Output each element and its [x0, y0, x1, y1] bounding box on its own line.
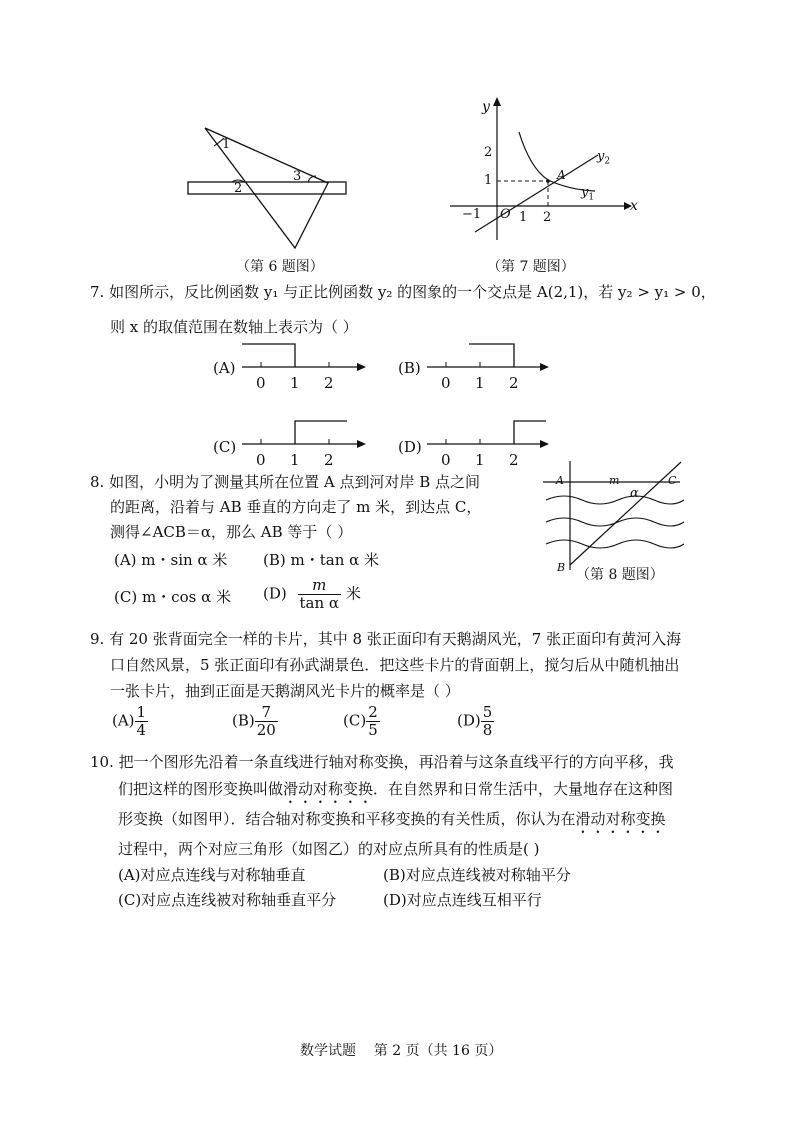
fig7-caption: （第 7 题图）	[487, 259, 575, 275]
q10-option-b: (B)对应点连线被对称轴平分	[383, 866, 571, 884]
q7d-tick-1: 1	[475, 451, 485, 469]
q8-option-a: (A) m・sin α 米	[114, 551, 228, 569]
q7-line2: 则 x 的取值范围在数轴上表示为（ ）	[110, 318, 358, 336]
fig7-tick-y1: 1	[484, 173, 493, 188]
q7-option-c-label: (C)	[213, 438, 237, 456]
fig8-BC-line	[570, 462, 681, 565]
fig8-label-alpha: α	[630, 486, 639, 501]
q7c-tick-1: 1	[290, 451, 300, 469]
fig7-origin-label: O	[500, 207, 511, 222]
fig6-angle2-label: 2	[234, 181, 243, 196]
fig8-wave3	[546, 540, 684, 548]
q8-line2: 的距离，沿着与 AB 垂直的方向走了 m 米，到达点 C，	[110, 498, 482, 516]
q8-option-d: (D) $\frac{m}{\text{tan α}}$ 米	[263, 576, 361, 612]
fig8-label-A: A	[556, 474, 564, 487]
q7a-tick-0: 0	[256, 374, 266, 392]
q7-option-b-label: (B)	[398, 359, 421, 377]
q10-option-c: (C)对应点连线被对称轴垂直平分	[118, 891, 337, 909]
q10-option-d: (D)对应点连线互相平行	[383, 891, 542, 909]
fig6-angle1-label: 1	[222, 137, 231, 152]
fig7-tick-y2: 2	[484, 145, 493, 160]
q7b-tick-0: 0	[441, 374, 451, 392]
q7d-tick-0: 0	[441, 451, 451, 469]
q9-option-c: (C) $\frac{2}{5}$	[343, 703, 378, 739]
q9-option-d: (D) $\frac{5}{8}$	[457, 703, 493, 739]
q10-line2: 们把这样的图形变换叫做滑动对称变换．在自然界和日常生活中，大量地存在这种图	[118, 780, 674, 798]
q9-line3: 一张卡片，抽到正面是天鹅湖风光卡片的概率是（ ）	[110, 682, 460, 700]
fig6-caption: （第 6 题图）	[236, 259, 324, 275]
q7-line1: 7. 如图所示，反比例函数 y₁ 与正比例函数 y₂ 的图象的一个交点是 A(2,1)，若 y₂ > y₁ > 0，	[90, 283, 716, 301]
q7b-tick-1: 1	[475, 374, 485, 392]
q9-line1: 9. 有 20 张背面完全一样的卡片，其中 8 张正面印有天鹅湖风光，7 张正面印有黄河入海	[90, 630, 682, 648]
q7d-tick-2: 2	[509, 451, 519, 469]
q10-line3: 形变换（如图甲）．结合轴对称变换和平移变换的有关性质，你认为在滑动对称变换	[118, 810, 666, 828]
fig7-point-A-label: A	[557, 168, 566, 182]
fig7-tick-x1: 1	[519, 210, 528, 225]
q7c-tick-2: 2	[324, 451, 334, 469]
q8-option-b: (B) m・tan α 米	[263, 551, 380, 569]
q10-line4: 过程中，两个对应三角形（如图乙）的对应点所具有的性质是( )	[118, 840, 540, 858]
q8-line1: 8. 如图，小明为了测量其所在位置 A 点到河对岸 B 点之间	[90, 473, 481, 491]
fig7-y-axis-label: y	[482, 99, 490, 115]
q7a-tick-2: 2	[324, 374, 334, 392]
fig7-tick-xm1: −1	[462, 207, 482, 222]
q7c-tick-0: 0	[256, 451, 266, 469]
fig8-caption: （第 8 题图）	[576, 567, 664, 583]
q7-option-a-label: (A)	[213, 359, 236, 377]
fig7-label-y1: $y_1$	[581, 185, 595, 203]
q7-option-d-label: (D)	[398, 438, 422, 456]
fig7-tick-x2: 2	[543, 210, 552, 225]
fig8-label-C: C	[668, 474, 677, 487]
page-footer: 数学试题 第 2 页（共 16 页）	[300, 1043, 503, 1059]
fig7-label-y2: $y_2$	[597, 149, 611, 167]
fig7-x-axis-label: x	[630, 198, 638, 214]
fig8-label-B: B	[557, 561, 566, 574]
q9-line2: 口自然风景，5 张正面印有孙武湖景色．把这些卡片的背面朝上，搅匀后从中随机抽出	[110, 656, 680, 674]
q8-option-c: (C) m・cos α 米	[114, 588, 231, 606]
q8-line3: 测得∠ACB＝α，那么 AB 等于（ ）	[110, 523, 353, 541]
fig8-wave1	[546, 496, 684, 504]
q9-option-a: (A) $\frac{1}{4}$	[112, 703, 147, 739]
fig6-angle3-label: 3	[293, 169, 302, 184]
fig8-label-m: m	[609, 474, 620, 487]
fig8-wave2	[546, 518, 684, 526]
q10-option-a: (A)对应点连线与对称轴垂直	[118, 866, 306, 884]
q10-line1: 10. 把一个图形先沿着一条直线进行轴对称变换，再沿着与这条直线平行的方向平移，我	[90, 753, 674, 771]
q9-option-b: (B) $\frac{7}{20}$	[232, 703, 276, 739]
q7b-tick-2: 2	[509, 374, 519, 392]
q7a-tick-1: 1	[290, 374, 300, 392]
